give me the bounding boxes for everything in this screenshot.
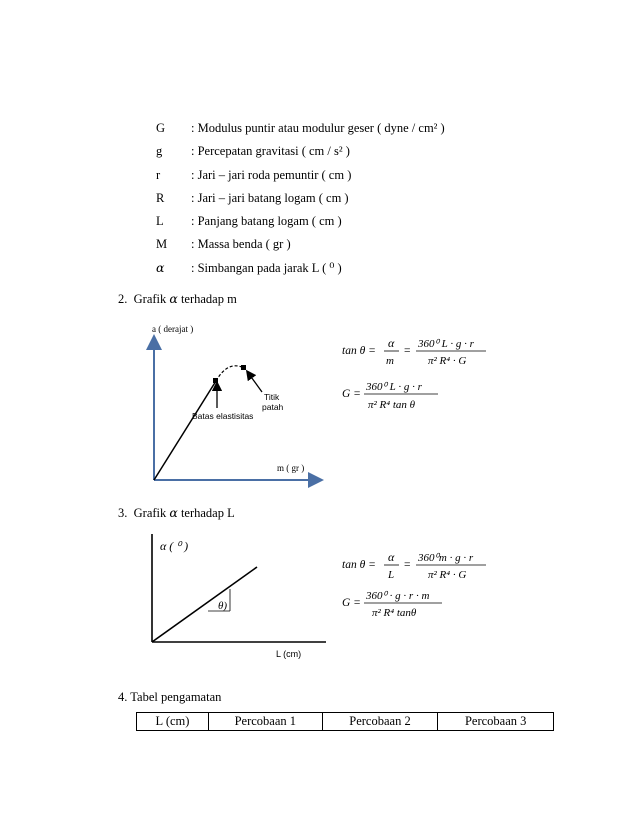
x-axis-label: L (cm): [276, 649, 302, 659]
break-point: [241, 365, 246, 370]
section-2-heading: [118, 291, 237, 307]
section-title-post: terhadap L: [180, 506, 235, 520]
plastic-curve: [216, 366, 244, 381]
alpha-symbol: α: [169, 505, 178, 520]
fraction-denominator: π² R⁴ · G: [428, 355, 467, 367]
definitions-list: [154, 120, 574, 283]
equals-sign: =: [404, 345, 411, 357]
definition-symbol: M: [156, 237, 168, 252]
fraction-numerator: 360⁰m · g · r: [418, 552, 474, 564]
section-3-heading: [118, 505, 235, 521]
section-title-pre: Grafik: [133, 292, 167, 306]
definition-symbol: R: [156, 190, 165, 205]
break-arrow: [249, 374, 262, 392]
graph-alpha-vs-m: [140, 318, 330, 488]
fraction-denominator: π² R⁴ tanθ: [372, 607, 417, 619]
formulas-section-3: [340, 544, 490, 624]
formula-lhs: tan θ =: [342, 345, 376, 357]
fraction-denominator: π² R⁴ · G: [428, 569, 467, 581]
fraction-numerator: 360⁰ L · g · r: [418, 338, 474, 350]
definition-symbol: L: [156, 214, 164, 229]
definition-text: : Jari – jari roda pemuntir ( cm ): [191, 167, 352, 182]
elastic-limit-point: [213, 378, 218, 383]
elastic-label: Batas elastisitas: [192, 411, 254, 421]
fraction-denominator: m: [386, 355, 394, 367]
table-header-cell: Percobaan 1: [208, 713, 322, 731]
table-header-cell: L (cm): [137, 713, 209, 731]
definition-row: [154, 167, 574, 190]
definition-text: : Modulus puntir atau modulur geser ( dyne / cm² ): [191, 121, 445, 135]
break-label-2: patah: [262, 402, 284, 412]
formula-lhs: G =: [342, 388, 361, 400]
table-header-cell: Percobaan 3: [438, 713, 554, 731]
formulas-section-2: [340, 330, 490, 430]
definition-symbol: α: [156, 259, 165, 275]
definition-text: : Massa benda ( gr ): [191, 237, 291, 252]
section-number: 2.: [118, 292, 128, 306]
definition-text: : Jari – jari batang logam ( cm ): [191, 190, 349, 205]
y-axis-label: α ( ⁰ ): [160, 539, 189, 553]
alpha-symbol: α: [169, 291, 178, 306]
section-number: 3.: [118, 506, 128, 520]
definition-row: [154, 260, 574, 283]
fraction-numerator: 360⁰ · g · r · m: [366, 590, 430, 602]
table-header-row: [137, 713, 554, 731]
graph-alpha-vs-L: [140, 532, 330, 659]
definition-text: : Simbangan pada jarak L ( ⁰ ): [191, 260, 342, 275]
formula-lhs: tan θ =: [342, 559, 376, 571]
data-line: [152, 567, 257, 642]
section-4-heading: 4. Tabel pengamatan: [118, 690, 222, 704]
observation-table: [136, 712, 554, 731]
section-title-pre: Grafik: [133, 506, 167, 520]
definition-text: : Percepatan gravitasi ( cm / s² ): [191, 144, 350, 159]
linear-segment: [154, 381, 216, 480]
angle-label: θ): [218, 600, 228, 612]
table-header-cell: Percobaan 2: [322, 713, 438, 731]
definition-row: [154, 236, 574, 259]
fraction-numerator: α: [388, 336, 395, 350]
fraction-denominator: L: [388, 569, 395, 581]
fraction-numerator: α: [388, 550, 395, 564]
y-axis-label: a ( derajat ): [152, 324, 194, 334]
fraction-numerator: 360⁰ L · g · r: [366, 381, 422, 393]
definition-symbol: r: [156, 167, 161, 182]
equals-sign: =: [404, 559, 411, 571]
definition-symbol: G: [156, 121, 166, 135]
section-title-post: terhadap m: [180, 292, 237, 306]
definition-row: [154, 143, 574, 166]
definition-symbol: g: [156, 144, 163, 159]
formula-lhs: G =: [342, 597, 361, 609]
definition-row: [154, 120, 574, 143]
definition-text: : Panjang batang logam ( cm ): [191, 214, 342, 229]
fraction-denominator: π² R⁴ tan θ: [368, 399, 416, 411]
x-axis-label: m ( gr ): [277, 463, 305, 473]
definition-row: [154, 213, 574, 236]
break-label: Titik: [264, 392, 280, 402]
definition-row: [154, 190, 574, 213]
